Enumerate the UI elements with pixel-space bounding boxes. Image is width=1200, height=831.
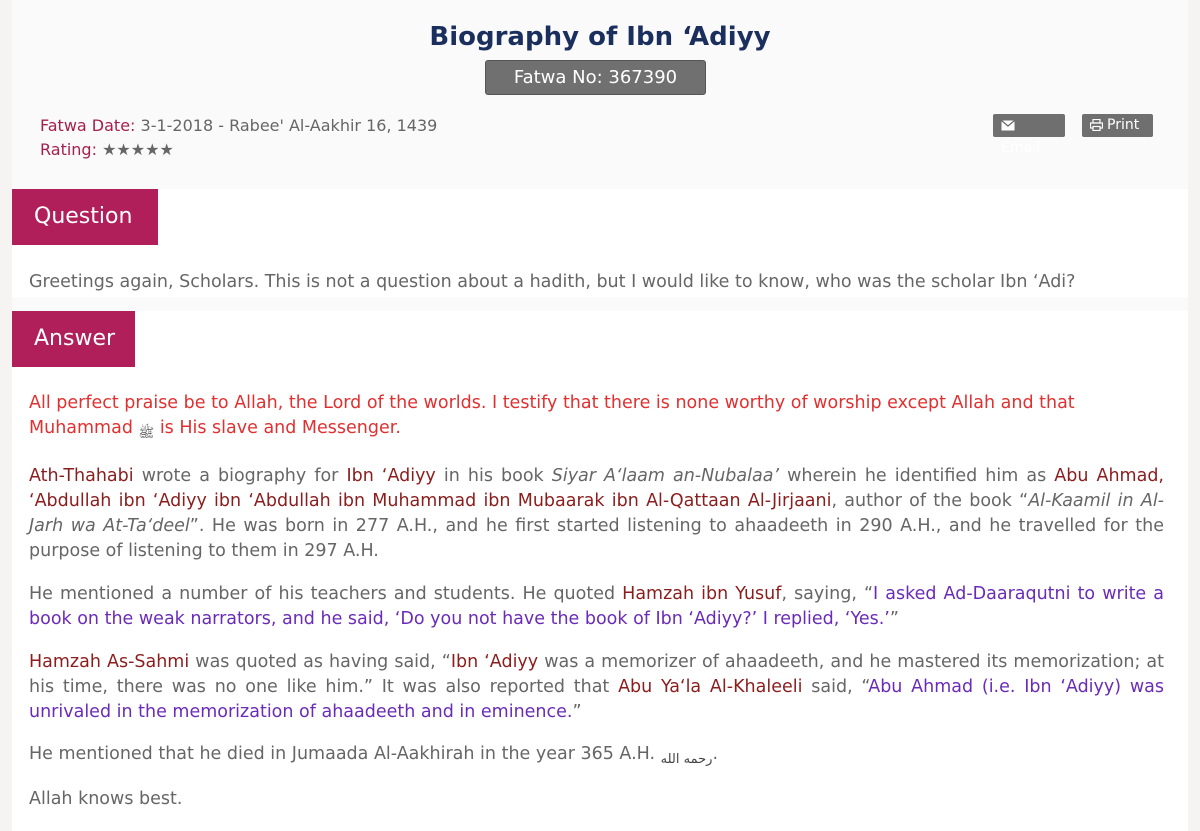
text-span: was quoted as having said, “	[189, 652, 451, 672]
person-link[interactable]: Ath-Thahabi	[29, 466, 134, 486]
answer-praise	[29, 391, 1164, 446]
rating-label: Rating:	[40, 140, 97, 159]
text-span: wrote a biography for	[133, 466, 347, 486]
answer-paragraph-1	[29, 464, 1164, 564]
answer-paragraph-4	[29, 742, 1164, 772]
quote-text: I asked Ad-Daaraqutni to write a book on the weak narrators, and he said, ‘Do you not have the book of Ibn ‘Adiyy?’ I replied, ‘Yes.’	[29, 584, 1164, 629]
praise-end: is His slave and Messenger.	[159, 418, 401, 438]
print-button[interactable]	[1082, 114, 1153, 137]
quote-text: Abu Ahmad (i.e. Ibn ‘Adiyy) was unrivaled in the memorization of ahaadeeth and in eminence.	[29, 677, 1165, 722]
text-span: , saying, “	[781, 584, 874, 604]
email-button[interactable]	[993, 114, 1065, 156]
text-span: said, “	[802, 677, 869, 697]
envelope-icon	[1001, 120, 1015, 131]
answer-closing: Allah knows best.	[29, 789, 183, 809]
book-title: Al-Kaamil in Al-Jarh wa At-Ta‘deel	[29, 491, 1164, 536]
salawat-seal: ﷺ	[138, 426, 155, 441]
rating-stars[interactable]: ★★★★★	[102, 140, 174, 159]
text-span: in his book	[435, 466, 552, 486]
book-title: Siyar A‘laam an-Nubalaa’	[551, 466, 780, 486]
question-text: Greetings again, Scholars. This is not a question about a hadith, but I would like to know, who was the scholar Ibn ‘Adi?	[29, 272, 1076, 292]
person-link[interactable]: Abu Ahmad, ‘Abdullah ibn ‘Adiyy ibn ‘Abdullah ibn Muhammad ibn Mubaarak ibn Al-Qattaan Al-Jirjaani	[29, 466, 1164, 511]
person-link[interactable]: Ibn ‘Adiyy	[450, 652, 539, 672]
question-heading: Question	[12, 189, 158, 245]
email-label: Email	[1001, 140, 1040, 156]
text-span: He mentioned a number of his teachers and students. He quoted	[29, 584, 623, 604]
answer-paragraph-2	[29, 582, 1164, 632]
text-span: ”	[572, 702, 582, 722]
printer-icon	[1090, 119, 1103, 131]
text-span: .	[712, 744, 719, 764]
person-link[interactable]: Abu Ya‘la Al-Khaleeli	[618, 677, 803, 697]
print-label: Print	[1107, 117, 1140, 133]
answer-heading: Answer	[12, 311, 135, 367]
fatwa-date-label: Fatwa Date:	[40, 116, 136, 135]
rahimahullah-seal: رحمه الله	[660, 752, 713, 767]
page-title: Biography of Ibn ‘Adiyy	[429, 22, 771, 52]
text-span: ”	[889, 609, 899, 629]
text-span: , author of the book “	[831, 491, 1029, 511]
fatwa-number-badge: Fatwa No: 367390	[485, 60, 706, 95]
fatwa-meta	[40, 114, 437, 162]
person-link[interactable]: Hamzah ibn Yusuf	[622, 584, 782, 604]
text-span: He mentioned that he died in Jumaada Al-Aakhirah in the year 365 A.H.	[29, 744, 656, 764]
praise-text: All perfect praise be to Allah, the Lord of the worlds. I testify that there is none worthy of worship except Allah and that Muhammad	[29, 393, 1075, 438]
person-link[interactable]: Hamzah As-Sahmi	[29, 652, 190, 672]
answer-paragraph-3	[29, 650, 1164, 725]
text-span: wherein he identified him as	[779, 466, 1055, 486]
text-span: ”. He was born in 277 A.H., and he first started listening to ahaadeeth in 290 A.H., and he travelled for the purpose of listening to them in 297 A.H.	[29, 516, 1164, 561]
person-link[interactable]: Ibn ‘Adiyy	[346, 466, 436, 486]
text-span: was a memorizer of ahaadeeth, and he mastered its memorization; at his time, there was no one like him.” It was also reported that	[29, 652, 1164, 697]
fatwa-date-value: 3-1-2018 - Rabee' Al-Aakhir 16, 1439	[140, 116, 438, 135]
